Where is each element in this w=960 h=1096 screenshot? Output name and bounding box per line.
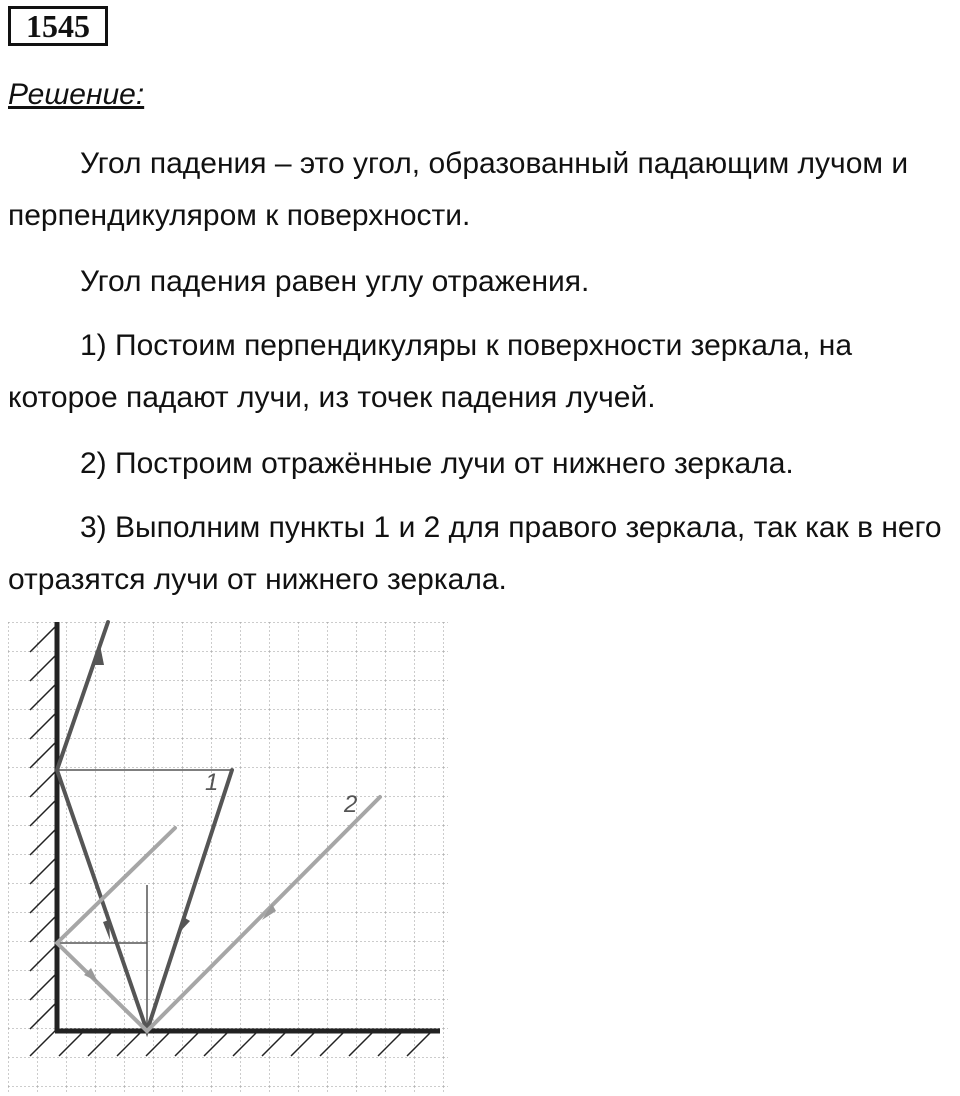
paragraph-law: Угол падения равен углу отражения. xyxy=(80,265,590,298)
ray-2-label: 2 xyxy=(344,791,358,818)
paragraph-step-3: 3) Выполним пункты 1 и 2 для правого зеркала, так как в него отразятся лучи от нижнего зеркала. xyxy=(8,511,942,596)
paragraph-step-1: 1) Постоим перпендикуляры к поверхности зеркала, на которое падают лучи, из точек падения лучей. xyxy=(8,329,853,414)
ray-1-label: 1 xyxy=(205,769,219,796)
grid-background xyxy=(8,622,448,1092)
paragraph-definition: Угол падения – это угол, образованный падающим лучом и перпендикуляром к поверхности. xyxy=(8,147,909,232)
mirror-ray-diagram xyxy=(0,600,460,1096)
paragraph-step-2: 2) Построим отражённые лучи от нижнего зеркала. xyxy=(80,447,794,480)
solution-heading: Решение: xyxy=(8,78,145,111)
problem-number: 1545 xyxy=(8,6,108,46)
